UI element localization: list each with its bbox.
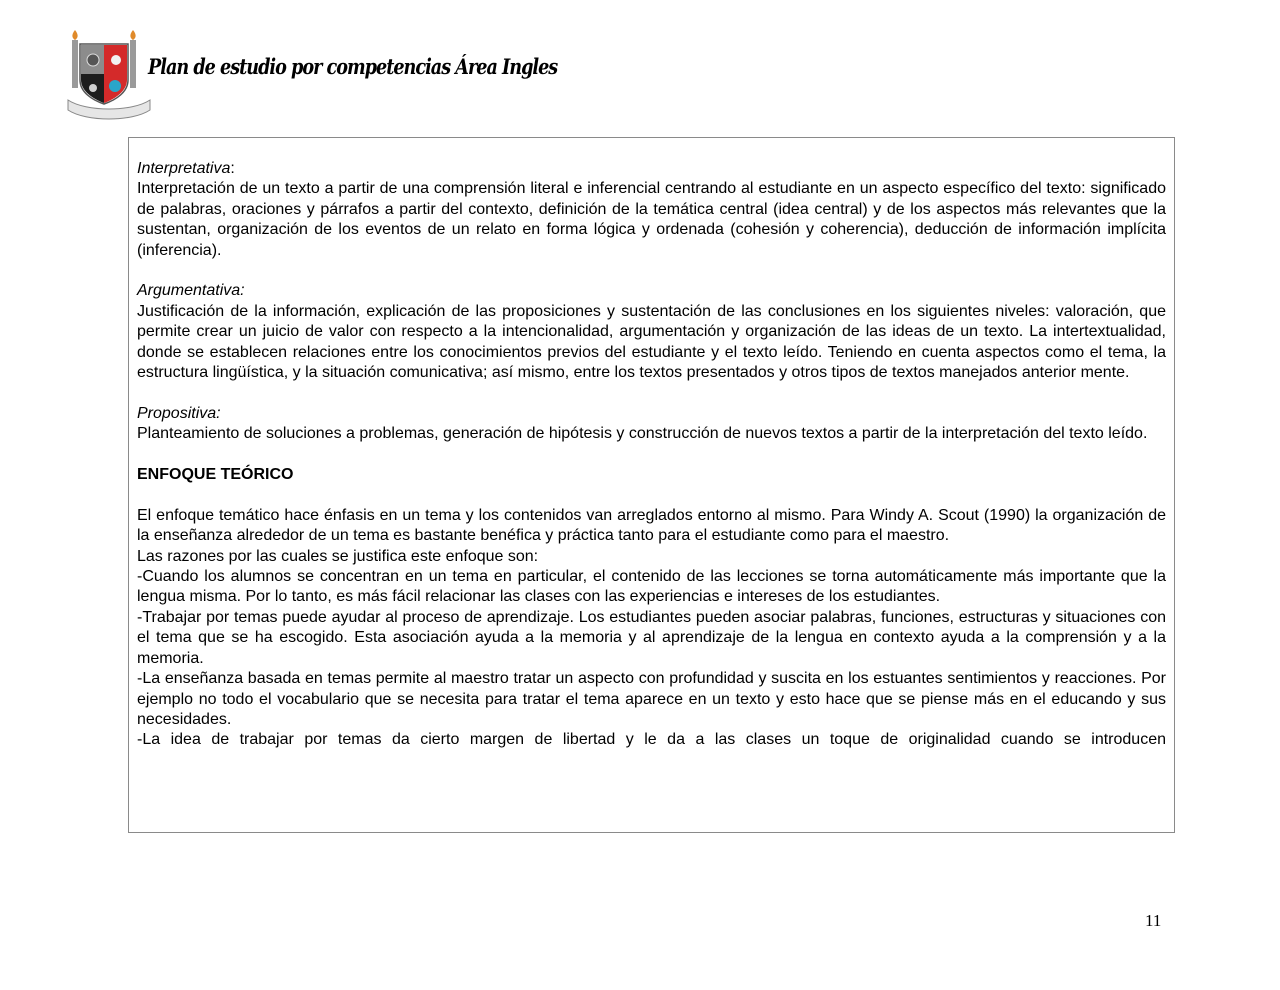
enfoque-paragraph-3: -Cuando los alumnos se concentran en un tema en particular, el contenido de las lecciones se torna automáticamente más importante que la lengua misma. Por lo tanto, es más fácil relacionar las clases con las experiencias e intereses de los estudiantes. [137,568,1166,606]
content-box [128,137,1175,833]
interpretativa-colon: : [230,160,235,177]
propositiva-heading: Propositiva: [137,404,221,422]
enfoque-paragraph-5: -La enseñanza basada en temas permite al maestro tratar un aspecto con profundidad y suscita en los estuantes sentimientos y reacciones. Por ejemplo no todo el vocabulario que se necesita para tratar el tema aparece en un texto y esto hace que se piense más en el educando y sus necesidades. [137,670,1166,728]
interpretativa-heading-line [137,159,1166,179]
enfoque-paragraph-4: -Trabajar por temas puede ayudar al proceso de aprendizaje. Los estudiantes pueden asociar palabras, funciones, estructuras y situaciones con el tema que se ha escogido. Esta asociación ayuda a la memoria y al aprendizaje de la lengua en contexto ayuda a la comprensión y a la memoria. [137,608,1166,667]
page-header [66,28,666,120]
document-title: Plan de estudio por competencias Área Ingles [148,54,558,79]
page-number: 11 [1145,911,1162,930]
enfoque-teorico-title: ENFOQUE TEÓRICO [137,466,294,484]
enfoque-paragraph-2: Las razones por las cuales se justifica este enfoque son: [137,547,539,565]
argumentativa-body: Justificación de la información, explicación de las proposiciones y sustentación de las conclusiones en los siguientes niveles: valoración, que permite crear un juicio de valor con respecto a la intencionalidad, argumentación y organización de las ideas de un texto. La intertextualidad, donde se establecen relaciones entre los conocimientos previos del estudiante y el texto leído. Teniendo en cuenta aspectos como el tema, la estructura lingüística, y la situación comunicativa; así mismo, entre los textos presentados y otros tipos de textos manejados anterior mente. [137,302,1166,382]
interpretativa-heading: Interpretativa [137,160,231,177]
interpretativa-body: Interpretación de un texto a partir de una comprensión literal e inferencial centrando al estudiante en un aspecto específico del texto: significado de palabras, oraciones y párrafos a partir del contexto, definición de la temática central (idea central) y de los aspectos más relevantes que la sustentan, organización de los eventos de un relato en forma lógica y ordenada (cohesión y coherencia), deducción de información implícita (inferencia). [137,180,1166,259]
school-crest-icon [66,28,152,120]
argumentativa-heading: Argumentativa: [137,282,245,300]
propositiva-body: Planteamiento de soluciones a problemas, generación de hipótesis y construcción de nuevos textos a partir de la interpretación del texto leído. [137,425,1148,443]
content-text [137,159,1166,751]
enfoque-paragraph-1: El enfoque temático hace énfasis en un tema y los contenidos van arreglados entorno al mismo. Para Windy A. Scout (1990) la organización de la enseñanza alrededor de un tema es bastante benéfica y práctica tanto para el estudiante como para el maestro. [137,506,1166,545]
enfoque-paragraph-6: -La idea de trabajar por temas da cierto margen de libertad y le da a las clases un toque de originalidad cuando se introducen [137,731,1166,749]
